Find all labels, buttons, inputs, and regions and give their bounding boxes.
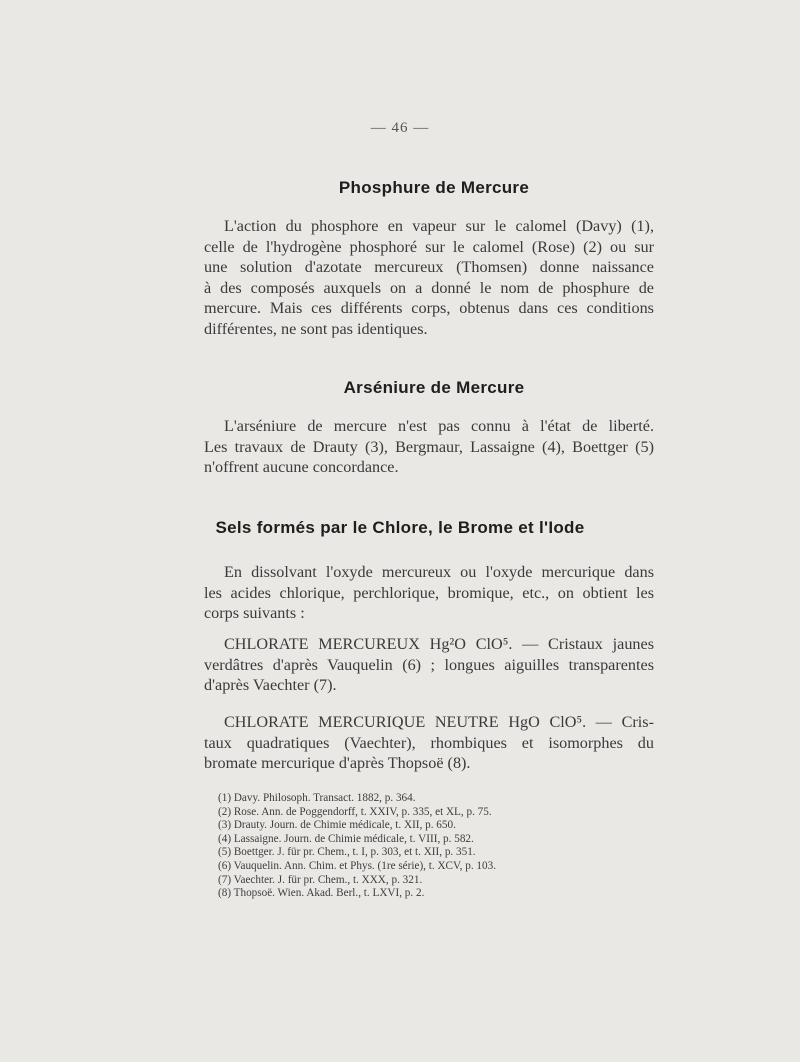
text-line: CHLORATE MERCURIQUE NEUTRE HgO ClO⁵. — Cris- [224, 713, 654, 731]
section-title-sels: Sels formés par le Chlore, le Brome et l'Iode [215, 518, 585, 537]
text-line: L'action du phosphore en vapeur sur le calomel (Davy) (1), [224, 217, 654, 235]
text-line: les acides chlorique, perchlorique, bromique, etc., on obtient les [204, 583, 654, 602]
text-line: En dissolvant l'oxyde mercureux ou l'oxyde mercurique dans [224, 563, 654, 581]
text-line: d'après Vaechter (7). [204, 676, 337, 694]
text-line: CHLORATE MERCUREUX Hg²O ClO⁵. — Cristaux jaunes [224, 635, 654, 653]
text-line: Les travaux de Drauty (3), Bergmaur, Lassaigne (4), Boettger (5) [204, 437, 654, 456]
text-line: verdâtres d'après Vauquelin (6) ; longues aiguilles transparentes [204, 655, 654, 674]
text-line: différentes, ne sont pas identiques. [204, 319, 428, 338]
page-number: — 46 — [370, 120, 430, 136]
paragraph-phosphure [204, 216, 654, 339]
paragraph-chlorate-mercurique [204, 712, 654, 774]
footnote: (2) Rose. Ann. de Poggendorff, t. XXIV, p. 335, et XL, p. 75. [218, 805, 492, 818]
footnote: (4) Lassaigne. Journ. de Chimie médicale, t. VIII, p. 582. [218, 832, 474, 845]
footnotes [218, 792, 618, 901]
paragraph-arseniure [204, 416, 654, 478]
text-line: mercure. Mais ces différents corps, obtenus dans ces conditions [204, 299, 654, 317]
text-line: L'arséniure de mercure n'est pas connu à l'état de liberté. [224, 417, 654, 435]
footnote: (7) Vaechter. J. für pr. Chem., t. XXX, p. 321. [218, 873, 423, 886]
text-line: une solution d'azotate mercureux (Thomsen) donne naissance [204, 258, 654, 276]
text-line: celle de l'hydrogène phosphoré sur le calomel (Rose) (2) ou sur [204, 237, 654, 256]
footnote: (6) Vauquelin. Ann. Chim. et Phys. (1re série), t. XCV, p. 103. [218, 859, 497, 872]
text-line: taux quadratiques (Vaechter), rhombiques et isomorphes du [204, 733, 654, 752]
paragraph-chlorate-mercureux [204, 634, 654, 696]
section-title-arseniure: Arséniure de Mercure [343, 378, 525, 397]
footnote: (5) Boettger. J. für pr. Chem., t. I, p. 303, et t. XII, p. 351. [218, 846, 476, 859]
text-line: bromate mercurique d'après Thopsoë (8). [204, 754, 471, 772]
text-line: n'offrent aucune concordance. [204, 458, 399, 476]
text-line: à des composés auxquels on a donné le nom de phosphure de [204, 278, 654, 297]
section-title-phosphure: Phosphure de Mercure [338, 178, 530, 197]
footnote: (1) Davy. Philosoph. Transact. 1882, p. 364. [218, 792, 416, 804]
footnote: (8) Thopsoë. Wien. Akad. Berl., t. LXVI, p. 2. [218, 887, 425, 900]
paragraph-sels-intro [204, 562, 654, 624]
text-line: corps suivants : [204, 604, 305, 622]
footnote: (3) Drauty. Journ. de Chimie médicale, t. XII, p. 650. [218, 819, 456, 832]
